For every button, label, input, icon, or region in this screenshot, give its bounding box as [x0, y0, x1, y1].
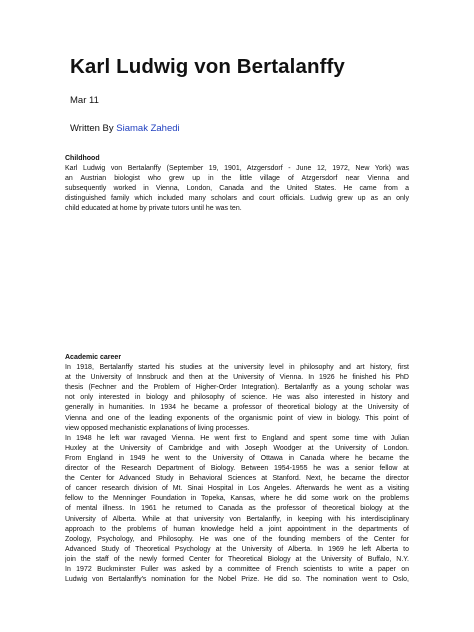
text-line: University of Alberta. While at that university von Bertalanffy, in keeping with his interdisciplinary: [65, 515, 409, 523]
text-line: fellow to the Menninger Foundation in Topeka, Kansas, where he did some work on the problems: [65, 495, 409, 503]
byline-prefix: Written By: [70, 123, 114, 134]
childhood-heading: Childhood: [65, 155, 100, 162]
text-line: From England in 1949 he went to the University of Ottawa in Canada where he became the: [65, 454, 409, 462]
text-line: of cancer research division of Mt. Sinai Hospital in Los Angeles. Afterwards he went as a visiting: [65, 485, 409, 493]
page-title: Karl Ludwig von Bertalanffy: [70, 55, 345, 78]
text-line: an Austrian biologist who grew up in the little village of Atzgersdorf near Vienna and: [65, 175, 409, 183]
author-link[interactable]: Siamak Zahedi: [116, 123, 180, 134]
text-line: director of the Research Department of Biology. Between 1954-1955 he was a senior fellow at: [65, 465, 409, 473]
text-line: child educated at home by private tutors until he was ten.: [65, 205, 242, 213]
childhood-section: [65, 154, 409, 215]
text-line: Karl Ludwig von Bertalanffy (September 19, 1901, Atzgersdorf - June 12, 1972, New York) was: [65, 165, 409, 173]
text-line: generally in humanities. In 1934 he became a professor of theoretical biology at the University of: [65, 404, 409, 412]
text-line: Zoology, Psychology, and Philosophy. He was one of the founding members of the Center for: [65, 535, 409, 543]
text-line: In 1972 Buckminster Fuller was asked by a committee of French scientists to write a paper on: [65, 565, 409, 573]
text-line: distinguished family which included many scholars and court officials. Ludwig grew up as an only: [65, 195, 409, 203]
academic-paragraph-1: [65, 363, 409, 434]
post-date: Mar 11: [70, 95, 99, 106]
text-line: thesis (Fechner and the Problem of Higher-Order Integration). Bertalanffy as a young scholar was: [65, 384, 409, 392]
childhood-paragraph: [65, 164, 409, 214]
text-line: Vienna and one of the leading exponents of the organismic point of view in biology. This point of: [65, 414, 409, 422]
text-line: the Center for Advanced Study in Behavioral Sciences at Stanford. Next, he became the director: [65, 475, 409, 483]
text-line: In 1918, Bertalanffy started his studies at the university level in philosophy and art history, first: [65, 364, 409, 372]
text-line: subsequently worked in Vienna, London, Canada and the United States. He came from a: [65, 185, 409, 193]
text-line: Advanced Study of Theoretical Psychology at the University of Alberta. In 1969 he left Alberta to: [65, 545, 409, 553]
text-line: view opposed mechanistic explanations of living processes.: [65, 424, 250, 432]
academic-paragraph-2: [65, 434, 409, 585]
text-line: join the staff of the newly formed Center for Theoretical Biology at the University of Buffalo, N.Y.: [65, 555, 409, 563]
text-line: not only interested in biology and philosophy of science. He was also interested in history and: [65, 394, 409, 402]
text-line: In 1948 he left war ravaged Vienna. He went first to England and spent some time with Julian: [65, 434, 409, 442]
text-line: approach to the problems of human knowledge held a joint appointment in the departments of: [65, 525, 409, 533]
text-line: Huxley at the University of Cambridge and with Joseph Woodger at the University of London.: [65, 444, 409, 452]
text-line: at the University of Innsbruck and then at the University of Vienna. In 1926 he finished his PhD: [65, 374, 409, 382]
text-line: Ludwig von Bertalanffy's nomination for the Nobel Prize. He did so. The nomination went to Oslo,: [65, 576, 409, 584]
academic-career-section: [65, 353, 409, 585]
byline: [70, 123, 180, 134]
academic-career-heading: Academic career: [65, 354, 122, 361]
text-line: of mental illness. In 1961 he returned to Canada as the professor of theoretical biology at the: [65, 505, 409, 513]
